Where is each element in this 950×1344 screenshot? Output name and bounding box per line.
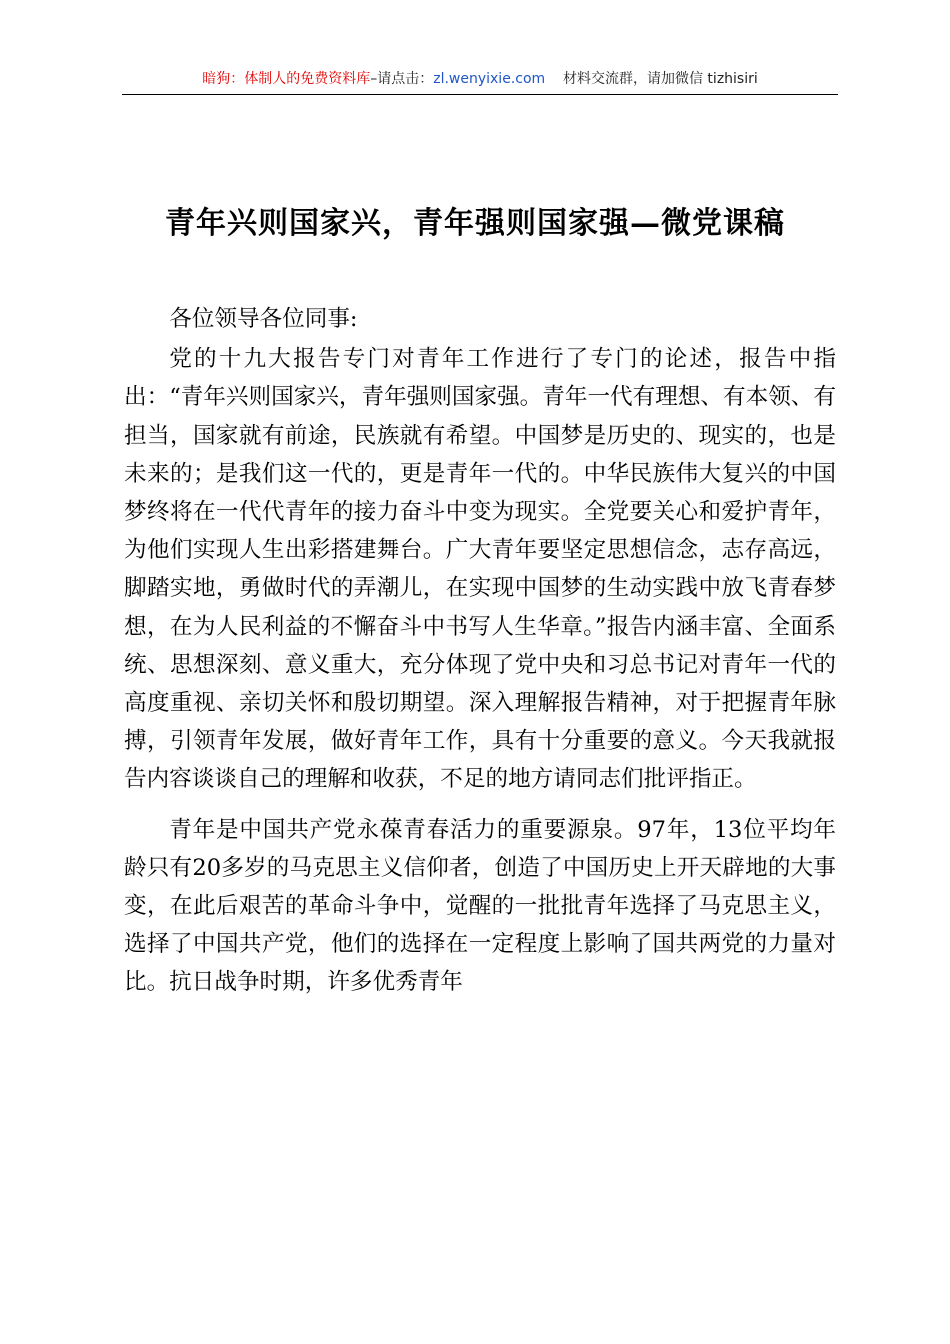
- page-header: [122, 68, 838, 95]
- header-click-prompt: –请点击：: [370, 71, 434, 87]
- body-paragraph: 党的十九大报告专门对青年工作进行了专门的论述，报告中指出：“青年兴则国家兴，青年强则国家强。青年一代有理想、有本领、有担当，国家就有前途，民族就有希望。中国梦是历史的、现实的，也是未来的；是我们这一代的，更是青年一代的。中华民族伟大复兴的中国梦终将在一代代青年的接力奋斗中变为现实。全党要关心和爱护青年，为他们实现人生出彩搭建舞台。广大青年要坚定思想信念，志存高远，脚踏实地，勇做时代的弄潮儿，在实现中国梦的生动实践中放飞青春梦想，在为人民利益的不懈奋斗中书写人生华章。”报告内涵丰富、全面系统、思想深刻、意义重大，充分体现了党中央和习总书记对青年一代的高度重视、亲切关怀和殷切期望。深入理解报告精神，对于把握青年脉搏，引领青年发展，做好青年工作，具有十分重要的意义。今天我就报告内容谈谈自己的理解和收获，不足的地方请同志们批评指正。: [124, 346, 836, 793]
- document-body: [124, 300, 836, 1002]
- header-contact: 材料交流群，请加微信 tizhisiri: [562, 71, 758, 87]
- salutation: 各位领导各位同事:: [169, 306, 358, 332]
- body-paragraph: 青年是中国共产党永葆青春活力的重要源泉。97年，13位平均年龄只有20多岁的马克思主义信仰者，创造了中国历史上开天辟地的大事变，在此后艰苦的革命斗争中，觉醒的一批批青年选择了马克思主义，选择了中国共产党，他们的选择在一定程度上影响了国共两党的力量对比。抗日战争时期，许多优秀青年: [124, 816, 836, 996]
- header-site-link[interactable]: zl.wenyixie.com: [433, 71, 546, 87]
- header-brand: 暗狗：体制人的免费资料库: [202, 71, 371, 87]
- document-title: 青年兴则国家兴，青年强则国家强—微党课稿: [165, 206, 785, 241]
